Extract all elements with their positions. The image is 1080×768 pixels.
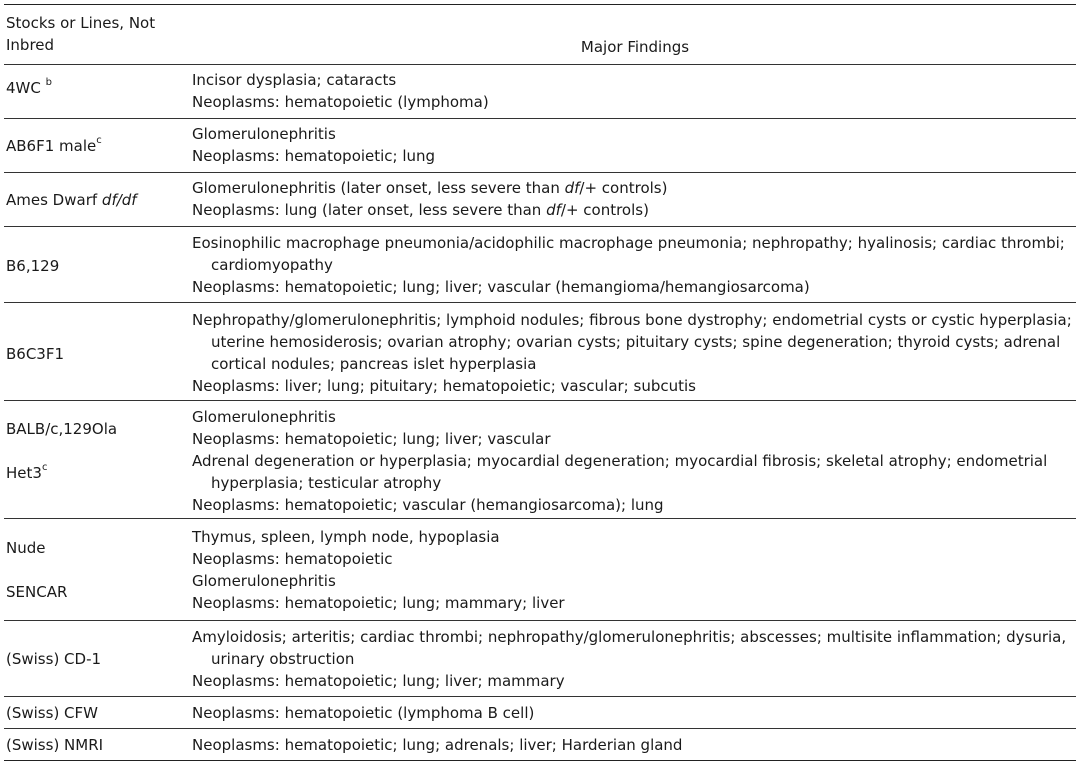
table-row — [4, 400, 1076, 519]
stock-name: Ames Dwarf df/df — [6, 191, 137, 209]
stock-name: AB6F1 male$^c$ — [6, 135, 102, 155]
major-findings: Glomerulonephritis Neoplasms: hematopoietic; lung; liver; vascular Adrenal degeneration or hyperplasia; myocardial degeneration; myocardial fibrosis; skeletal atrophy; endometrial hyperplasia; testicular atrophy Neoplasms: hematopoietic; vascular (hemangiosarcoma); lung — [192, 408, 1048, 514]
stock-name: B6,129 — [6, 257, 60, 275]
major-findings: Incisor dysplasia; cataracts Neoplasms: hematopoietic (lymphoma) — [192, 71, 489, 111]
table-row — [4, 696, 1076, 729]
stock-name: Nude — [6, 539, 46, 557]
stock-name: (Swiss) CFW — [6, 704, 98, 722]
table-top-rule — [4, 4, 1076, 5]
table-row — [4, 620, 1076, 697]
table-row — [4, 728, 1076, 761]
table-row — [4, 64, 1076, 119]
table-bottom-rule — [4, 760, 1076, 761]
header-stock-line1: Stocks or Lines, Not — [6, 14, 156, 32]
header-major-findings: Major Findings — [580, 38, 690, 56]
table-row — [4, 226, 1076, 303]
major-findings: Glomerulonephritis Neoplasms: hematopoietic; lung — [192, 125, 436, 165]
table-row — [4, 118, 1076, 173]
major-findings: Nephropathy/glomerulonephritis; lymphoid nodules; fibrous bone dystrophy; endometrial cysts or cystic hyperplasia; uterine hemosiderosis; ovarian atrophy; ovarian cysts; pituitary cysts; spine degeneration; thyroid cysts; adrenal cortical nodules; pancreas islet hyperplasia Neoplasms: liver; lung; pituitary; hematopoietic; vascular; subcutis — [192, 311, 1072, 395]
major-findings: Thymus, spleen, lymph node, hypoplasia Neoplasms: hematopoietic Glomerulonephritis Neoplasms: hematopoietic; lung; mammary; liver — [192, 528, 565, 612]
header-stock-line2: Inbred — [6, 36, 55, 54]
header-stock-column — [6, 12, 176, 56]
table-row — [4, 302, 1076, 401]
major-findings: Neoplasms: hematopoietic; lung; adrenals; liver; Harderian gland — [192, 736, 683, 754]
major-findings: Eosinophilic macrophage pneumonia/acidophilic macrophage pneumonia; nephropathy; hyalinosis; cardiac thrombi; cardiomyopathy Neoplasms: hematopoietic; lung; liver; vascular (hemangioma/hemangiosarcoma) — [192, 234, 1065, 296]
stock-name: 4WC $^b$ — [6, 77, 52, 97]
major-findings: Amyloidosis; arteritis; cardiac thrombi; nephropathy/glomerulonephritis; abscesses; multisite inflammation; dysuria, urinary obstruction Neoplasms: hematopoietic; lung; liver; mammary — [192, 628, 1067, 690]
stock-name: Het3$^c$ — [6, 462, 48, 482]
stock-name: (Swiss) CD-1 — [6, 650, 102, 668]
stock-name: BALB/c,129Ola — [6, 420, 118, 438]
table-header — [4, 12, 1076, 64]
stock-name: (Swiss) NMRI — [6, 736, 104, 754]
table-row — [4, 172, 1076, 227]
table-row — [4, 518, 1076, 617]
major-findings: Glomerulonephritis (later onset, less severe than df/+ controls) Neoplasms: lung (later onset, less severe than df/+ controls) — [192, 179, 668, 219]
stock-name: B6C3F1 — [6, 345, 65, 363]
major-findings: Neoplasms: hematopoietic (lymphoma B cell) — [192, 704, 535, 722]
stock-name: SENCAR — [6, 583, 68, 601]
